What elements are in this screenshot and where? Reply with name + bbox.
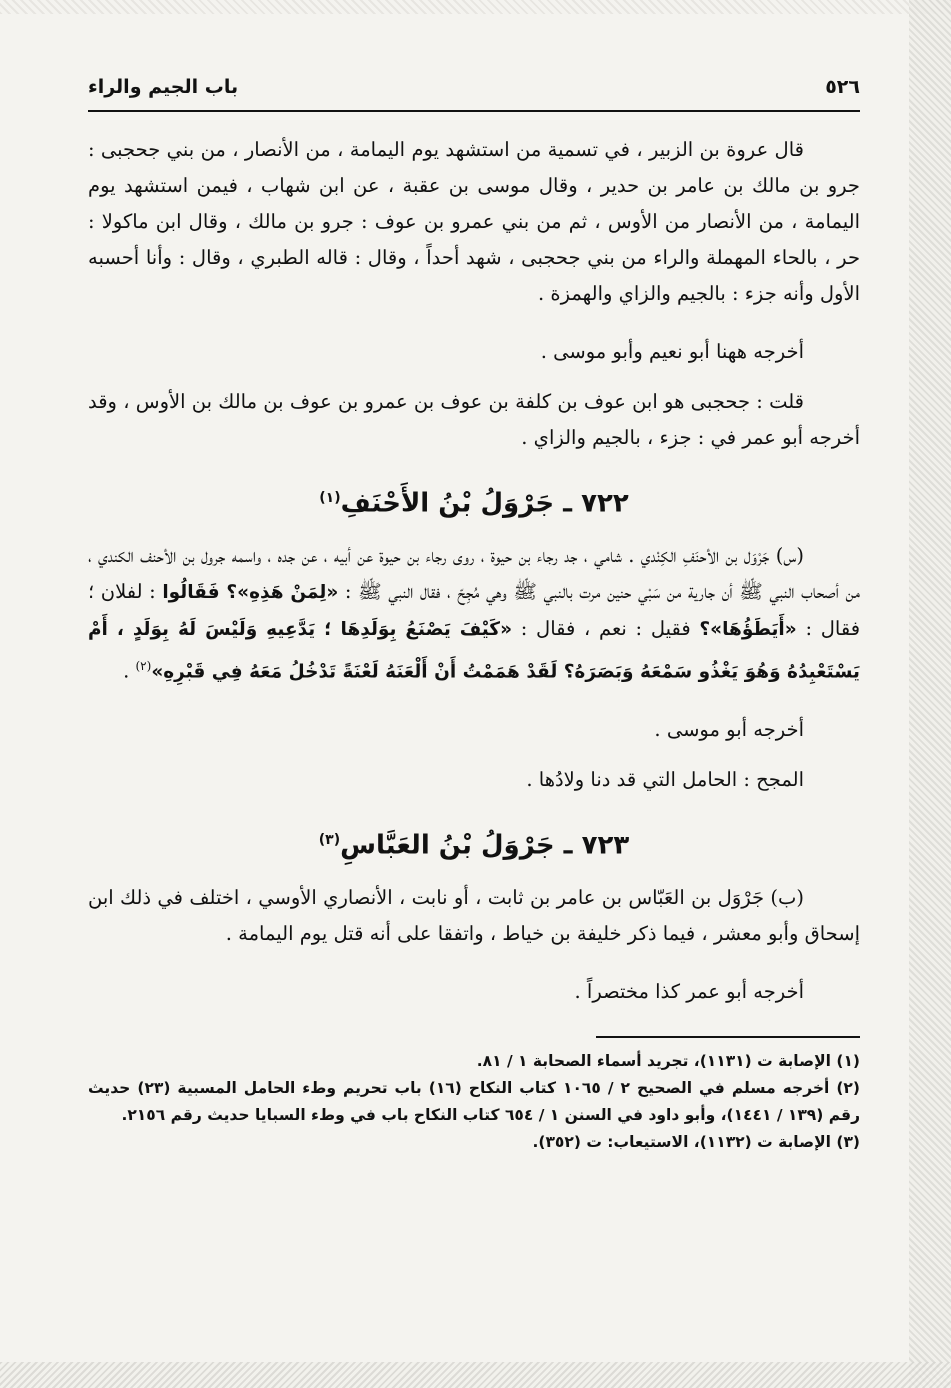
page-number: ٥٢٦ bbox=[825, 76, 860, 98]
entry-body-722 bbox=[88, 538, 860, 691]
footnote-ref-3: (٣) bbox=[318, 832, 341, 849]
entry-title-722: ٧٢٢ ـ جَرْوَلُ بْنُ الأَحْنَفِ bbox=[340, 488, 629, 519]
entry-722-end: . bbox=[123, 659, 136, 683]
entry-722-mid-1: : لفلان ؛ فقال : bbox=[88, 579, 861, 640]
section-title: باب الجيم والراء bbox=[88, 76, 239, 98]
running-header bbox=[88, 76, 860, 112]
scan-border-right bbox=[909, 0, 951, 1388]
paragraph-urwa: قال عروة بن الزبير ، في تسمية من استشهد يوم اليمامة ، من الأنصار ، من بني جحجبى : جرو بن مالك بن عامر بن حدير ، وقال موسى بن عقبة ، عن ابن شهاب ، فيمن استشهد يوم اليمامة ، من الأنصار من الأوس ، ثم من بني عمرو بن عوف : جرو بن مالك ، وقال ابن ماكولا : حر ، بالحاء المهملة والراء من بني جحجبى ، شهد أحداً ، وقال : قاله الطبري ، وقال : وأنا أحسبه الأول وأنه جزء : بالجيم والزاي والهمزة . bbox=[88, 138, 860, 305]
footnote-3: (٣) الإصابة ت (١١٣٢)، الاستيعاب: ت (٣٥٢). bbox=[532, 1132, 860, 1151]
hadith-quote-1: «لِمَنْ هَذِهِ»؟ فَقَالُوا bbox=[162, 581, 339, 603]
paragraph-source-1: أخرجه ههنا أبو نعيم وأبو موسى . bbox=[540, 340, 804, 363]
hadith-quote-2: «أَيَطَؤُهَا»؟ bbox=[699, 618, 797, 640]
footnote-2: (٢) أخرجه مسلم في الصحيح ٢ / ١٠٦٥ كتاب النكاح (١٦) باب تحريم وطء الحامل المسبية (٢٣) حديث رقم (١٣٩ / ١٤٤١)، وأبو داود في السنن ١ / ٦٥٤ كتاب النكاح باب في وطء السبايا حديث رقم ٢١٥٦. bbox=[88, 1078, 860, 1124]
scan-border-bottom bbox=[0, 1362, 951, 1388]
entry-heading-723 bbox=[88, 820, 860, 866]
entry-title-723: ٧٢٣ ـ جَرْوَلُ بْنُ العَبَّاسِ bbox=[340, 830, 630, 861]
entry-722-source: أخرجه أبو موسى . bbox=[654, 718, 804, 742]
entry-723-source: أخرجه أبو عمر كذا مختصراً . bbox=[574, 979, 804, 1003]
book-page bbox=[88, 76, 860, 1156]
footnote-ref-1: (١) bbox=[319, 490, 341, 506]
footnote-separator bbox=[596, 1036, 860, 1038]
entry-722-mid-2: فقيل : نعم ، فقال : bbox=[520, 616, 691, 640]
footnotes bbox=[88, 1048, 860, 1156]
entry-722-gloss: المجح : الحامل التي قد دنا ولادُها . bbox=[526, 768, 804, 792]
hadith-quote-3: «كَيْفَ يَصْنَعُ بِوَلَدِهَا ؛ يَدَّعِيهِ وَلَيْسَ لَهُ بِوَلَدٍ ، أَمْ يَسْتَعْبِدُهُ وَهُوَ يَغْذُو سَمْعَهُ وَبَصَرَهُ؟ لَقَدْ هَمَمْتُ أَنْ أَلْعَنَهُ لَعْنَةً تَدْخُلُ مَعَهُ فِي قَبْرِهِ» bbox=[88, 618, 860, 683]
entry-body-723: (ب) جَرْوَل بن العَبّاس بن عامر بن ثابت ، أو نابت ، الأنصاري الأوسي ، اختلف في ذلك ابن إسحاق وأبو معشر ، فيما ذكر خليفة بن خياط ، واتفقا على أنه قتل يوم اليمامة . bbox=[88, 885, 860, 945]
scan-border-top bbox=[0, 0, 951, 14]
entry-heading-722 bbox=[88, 478, 860, 524]
footnote-1: (١) الإصابة ت (١١٣١)، تجريد أسماء الصحابة ١ / ٨١. bbox=[476, 1051, 860, 1070]
entry-722-intro: (س) جَرْوَل بن الأحنَفِ الكِنْدي . شامي ، جد رجاء بن حيوة ، روى رجاء بن حيوة عن أبيه ، عن جده ، واسمه جرول بن الأحنف الكندي ، من أصحاب النبي ﷺ أن جارية من سَبْي حنين مرت بالنبي ﷺ وهي مُجِحّ ، فقال النبي ﷺ : bbox=[88, 543, 860, 603]
paragraph-editor-note: قلت : جحجبى هو ابن عوف بن كلفة بن عوف بن عمرو بن عوف بن مالك بن الأوس ، وقد أخرجه أبو عمر في : جزء ، بالجيم والزاي . bbox=[88, 390, 860, 449]
footnote-ref-2: (٢) bbox=[135, 658, 152, 673]
